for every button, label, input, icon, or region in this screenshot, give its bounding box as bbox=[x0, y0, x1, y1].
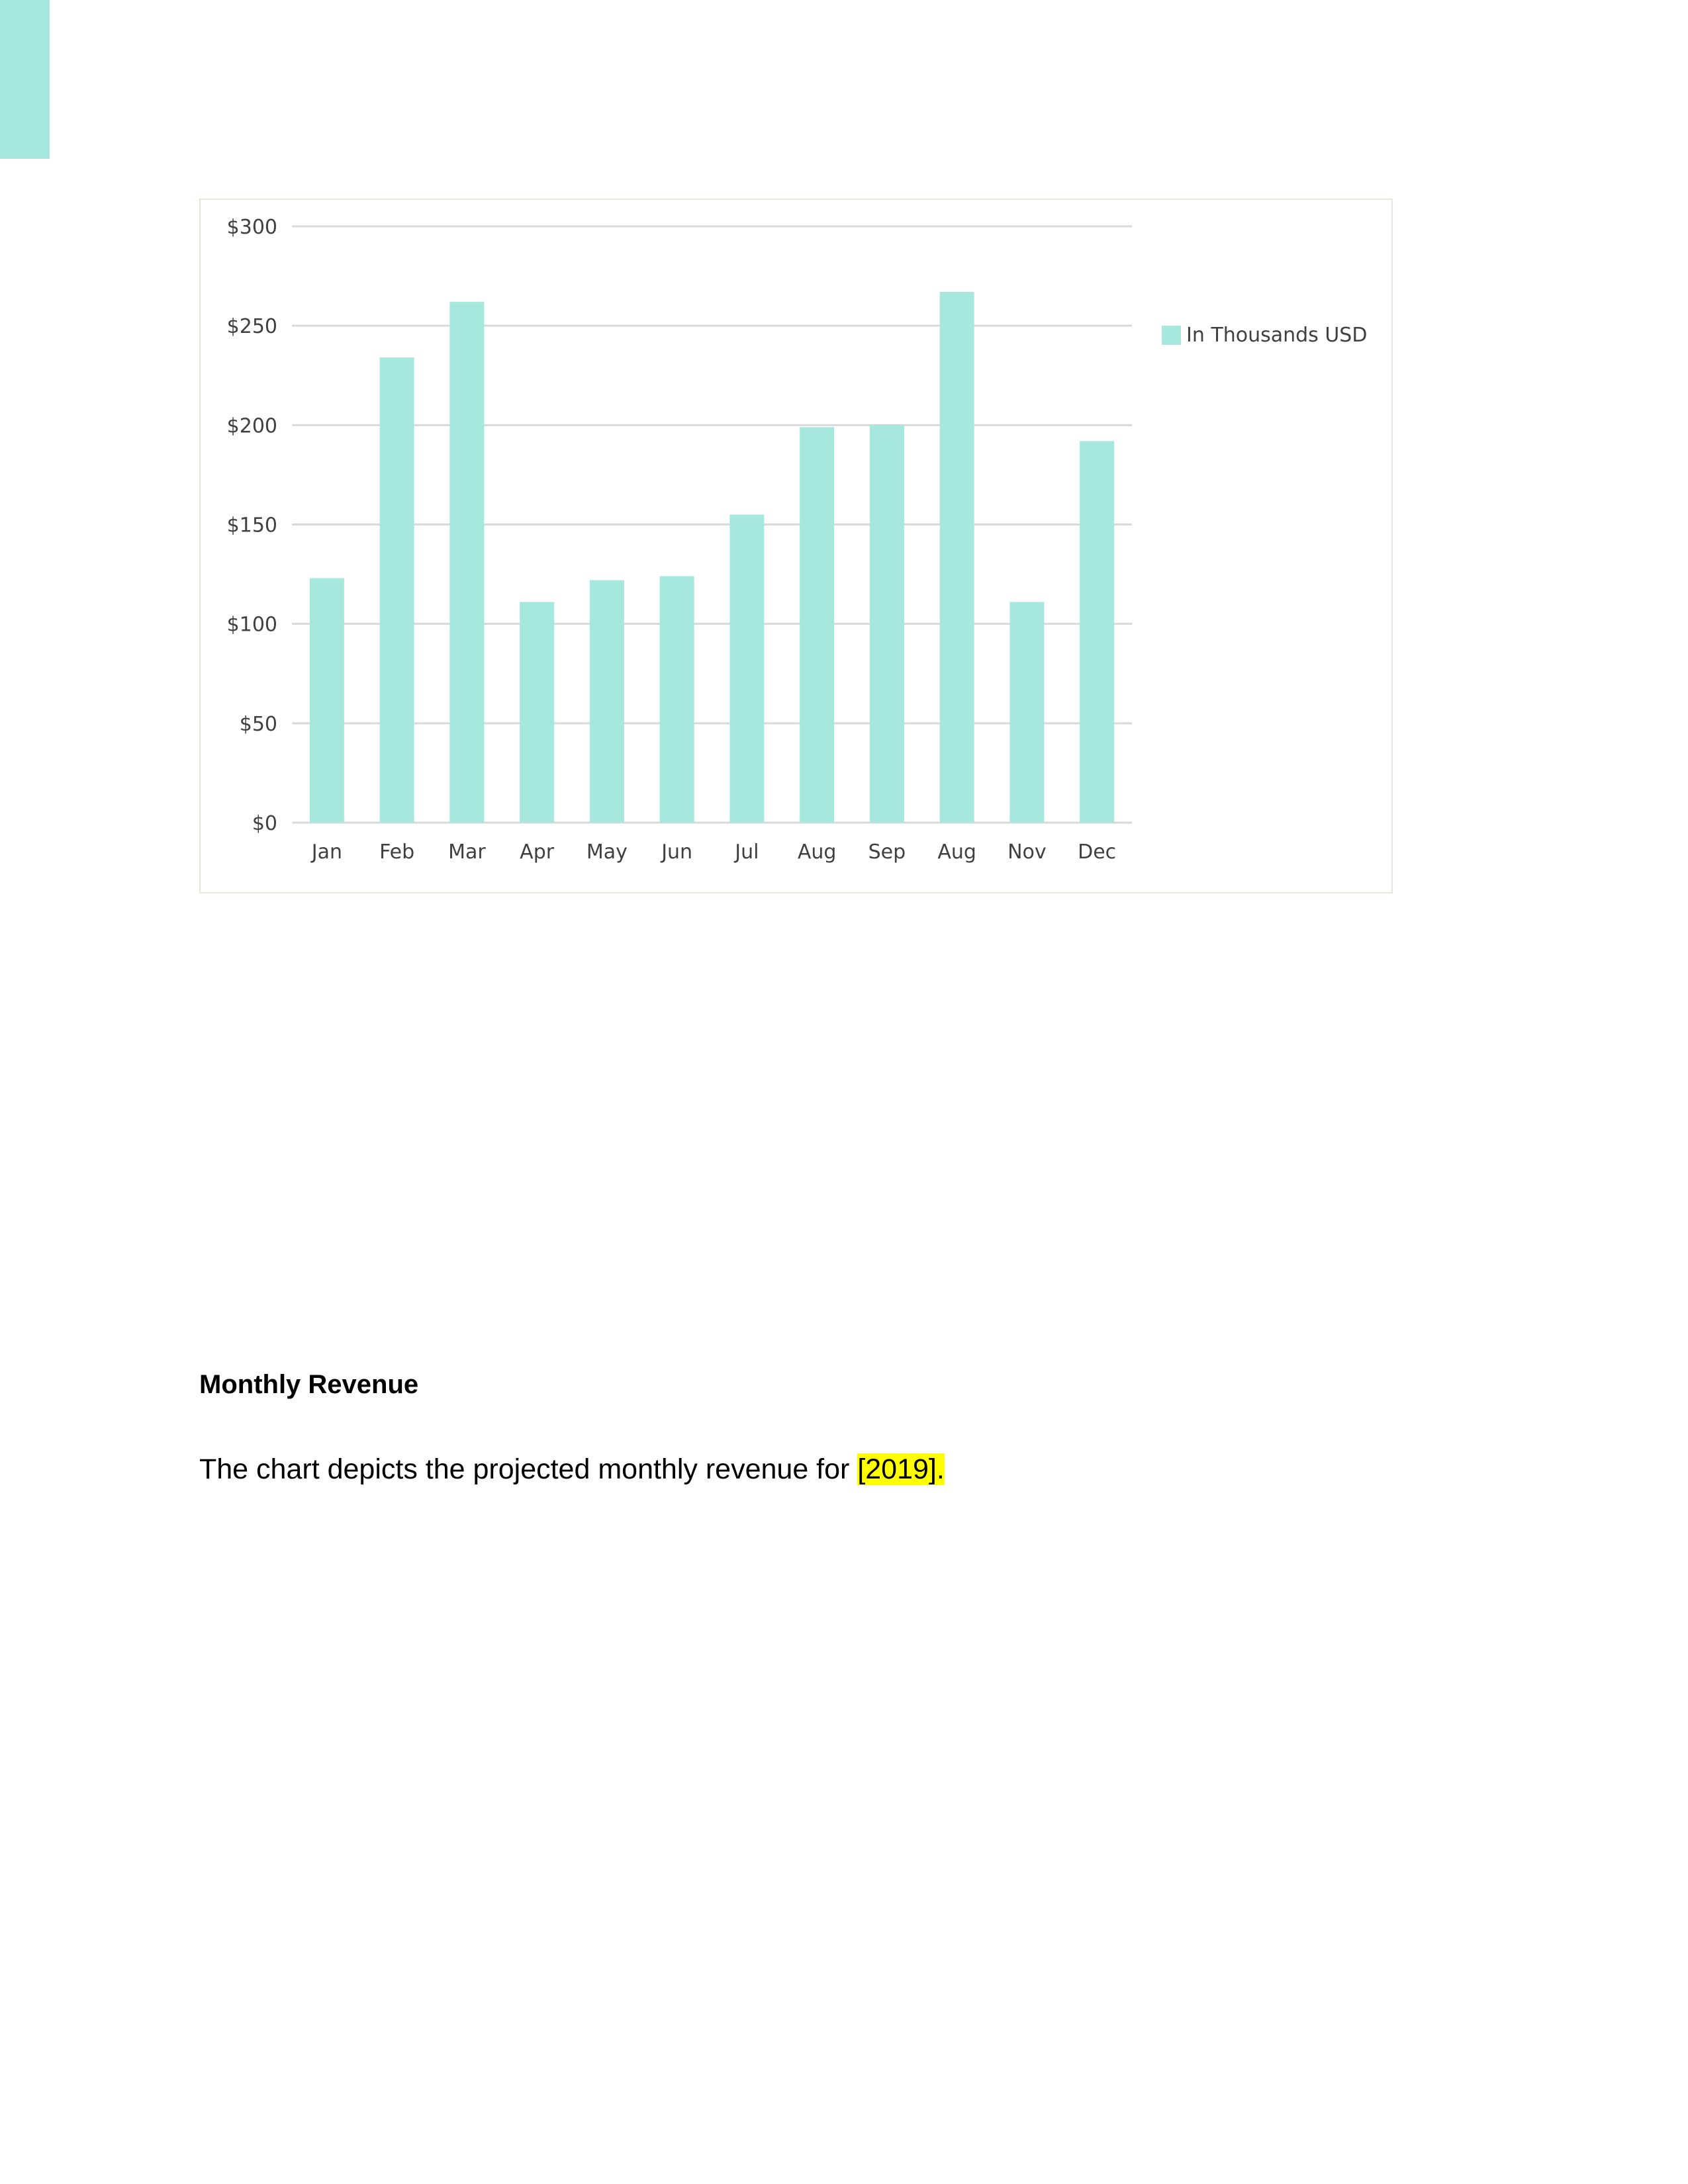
bar bbox=[310, 578, 344, 823]
x-tick-label: Apr bbox=[520, 841, 555, 864]
x-tick-label: Jun bbox=[661, 841, 693, 864]
bar bbox=[800, 427, 834, 823]
bar bbox=[1080, 441, 1114, 823]
x-tick-label: Aug bbox=[797, 841, 837, 864]
body-paragraph bbox=[199, 1453, 945, 1486]
y-tick-label: $300 bbox=[226, 216, 277, 239]
bar bbox=[449, 302, 484, 823]
y-tick-label: $150 bbox=[226, 514, 277, 537]
x-tick-label: Feb bbox=[379, 841, 415, 864]
bar bbox=[1009, 602, 1044, 823]
y-tick-label: $250 bbox=[226, 315, 277, 339]
corner-accent-block bbox=[0, 0, 50, 159]
x-tick-label: May bbox=[586, 841, 628, 864]
bar bbox=[520, 602, 554, 823]
bar bbox=[590, 580, 624, 823]
y-tick-label: $50 bbox=[239, 712, 277, 736]
legend-label: In Thousands USD bbox=[1186, 324, 1368, 347]
bar bbox=[870, 425, 904, 823]
bar bbox=[660, 576, 694, 823]
legend-swatch bbox=[1162, 326, 1181, 345]
bar bbox=[940, 292, 974, 823]
y-tick-label: $0 bbox=[252, 812, 277, 835]
x-tick-label: Jul bbox=[735, 841, 759, 864]
y-tick-label: $100 bbox=[226, 613, 277, 637]
chart-plot-area bbox=[201, 200, 1394, 895]
y-tick-label: $200 bbox=[226, 414, 277, 438]
revenue-chart bbox=[199, 199, 1393, 893]
x-tick-label: Dec bbox=[1078, 841, 1117, 864]
x-tick-label: Nov bbox=[1008, 841, 1047, 864]
bar bbox=[729, 514, 764, 823]
section-heading: Monthly Revenue bbox=[199, 1370, 419, 1399]
x-tick-label: Jan bbox=[311, 841, 342, 864]
x-tick-label: Aug bbox=[937, 841, 976, 864]
x-tick-label: Sep bbox=[868, 841, 906, 864]
x-tick-label: Mar bbox=[448, 841, 486, 864]
bar bbox=[380, 357, 414, 823]
highlighted-year: [2019]. bbox=[857, 1453, 945, 1485]
paragraph-text: The chart depicts the projected monthly revenue for bbox=[199, 1453, 858, 1485]
chart-legend bbox=[1162, 324, 1367, 347]
